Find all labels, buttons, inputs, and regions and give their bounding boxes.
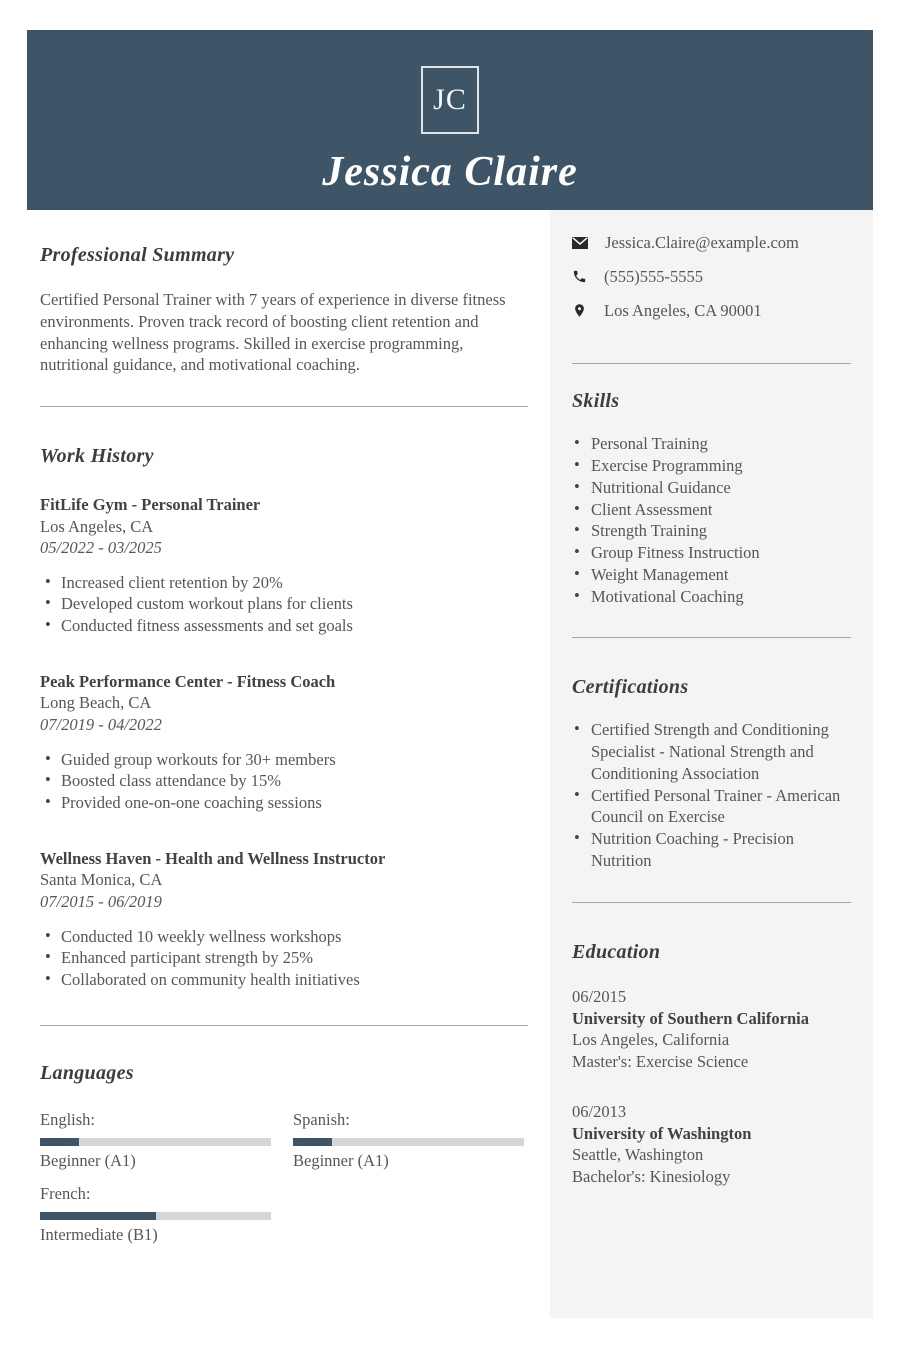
job-entry xyxy=(40,494,528,637)
job-bullet-list xyxy=(40,926,528,991)
job-entry xyxy=(40,671,528,814)
education-date: 06/2015 xyxy=(572,986,627,1006)
certification-item: • Nutrition Coaching - Precision Nutrition xyxy=(572,828,851,872)
language-item xyxy=(40,1183,271,1246)
language-name: English: xyxy=(40,1109,96,1129)
contact-location-row xyxy=(572,300,851,322)
language-name: Spanish: xyxy=(293,1109,350,1129)
job-title: FitLife Gym - Personal Trainer xyxy=(40,495,261,515)
language-progress-track xyxy=(40,1212,271,1220)
job-bullet-list xyxy=(40,572,528,637)
sidebar-divider xyxy=(572,363,851,364)
certification-item: • Certified Strength and Conditioning Specialist - National Strength and Conditioning Association xyxy=(572,719,851,784)
sidebar-divider xyxy=(572,902,851,903)
skill-item: • Exercise Programming xyxy=(572,455,851,477)
language-progress-fill xyxy=(40,1212,156,1220)
job-bullet: • Increased client retention by 20% xyxy=(40,572,528,594)
education-entry xyxy=(572,1101,851,1188)
job-dates: 05/2022 - 03/2025 xyxy=(40,538,162,558)
skill-item: • Nutritional Guidance xyxy=(572,477,851,499)
job-location: Santa Monica, CA xyxy=(40,870,163,890)
skill-item: • Weight Management xyxy=(572,564,851,586)
language-progress-track xyxy=(40,1138,271,1146)
skill-item: • Group Fitness Instruction xyxy=(572,542,851,564)
email-icon xyxy=(572,236,588,250)
contact-email-row xyxy=(572,232,851,254)
languages-heading: Languages xyxy=(40,1061,134,1084)
job-dates: 07/2015 - 06/2019 xyxy=(40,892,162,912)
language-level: Beginner (A1) xyxy=(293,1150,389,1170)
education-degree: Master's: Exercise Science xyxy=(572,1052,749,1072)
skill-item: • Personal Training xyxy=(572,433,851,455)
education-degree: Bachelor's: Kinesiology xyxy=(572,1167,731,1187)
location-pin-icon xyxy=(572,302,587,319)
job-entry xyxy=(40,848,528,991)
main-column xyxy=(40,230,528,1246)
education-location: Seattle, Washington xyxy=(572,1145,704,1165)
job-bullet: • Conducted 10 weekly wellness workshops xyxy=(40,926,528,948)
job-bullet: • Provided one-on-one coaching sessions xyxy=(40,792,528,814)
work-history-heading: Work History xyxy=(40,445,154,468)
language-level: Intermediate (B1) xyxy=(40,1225,158,1245)
job-bullet: • Guided group workouts for 30+ members xyxy=(40,749,528,771)
language-name: French: xyxy=(40,1184,91,1204)
education-date: 06/2013 xyxy=(572,1101,627,1121)
languages-grid xyxy=(40,1109,528,1246)
job-dates: 07/2019 - 04/2022 xyxy=(40,715,162,735)
skills-heading: Skills xyxy=(572,390,620,413)
language-item xyxy=(40,1109,271,1172)
job-title: Wellness Haven - Health and Wellness Instructor xyxy=(40,848,386,868)
job-bullet-list xyxy=(40,749,528,814)
education-list xyxy=(572,986,851,1188)
skill-item: • Motivational Coaching xyxy=(572,586,851,608)
summary-heading: Professional Summary xyxy=(40,244,235,266)
language-progress-fill xyxy=(40,1138,79,1146)
summary-text: Certified Personal Trainer with 7 years of experience in diverse fitness environments. Proven track record of boosting client retention and enhancing wellness programs. Skilled in exercise programming, nutritional guidance, and motivational coaching. xyxy=(40,290,506,375)
job-location: Los Angeles, CA xyxy=(40,516,154,536)
education-heading: Education xyxy=(572,940,661,963)
certifications-list xyxy=(572,719,851,871)
job-bullet: • Enhanced participant strength by 25% xyxy=(40,947,528,969)
certification-item: • Certified Personal Trainer - American Council on Exercise xyxy=(572,785,851,829)
language-level: Beginner (A1) xyxy=(40,1150,136,1170)
contact-phone: (555)555-5555 xyxy=(604,266,703,286)
phone-icon xyxy=(572,269,587,284)
skill-item: • Strength Training xyxy=(572,520,851,542)
header-banner xyxy=(27,30,873,210)
education-school: University of Washington xyxy=(572,1123,752,1143)
job-location: Long Beach, CA xyxy=(40,693,152,713)
contact-phone-row xyxy=(572,266,851,288)
job-title: Peak Performance Center - Fitness Coach xyxy=(40,672,336,691)
job-list xyxy=(40,494,528,991)
language-progress-track xyxy=(293,1138,524,1146)
job-bullet: • Collaborated on community health initiatives xyxy=(40,969,528,991)
skills-list xyxy=(572,433,851,607)
section-divider xyxy=(40,1025,528,1026)
language-item xyxy=(293,1109,524,1172)
education-school: University of Southern California xyxy=(572,1008,809,1028)
contact-email: Jessica.Claire@example.com xyxy=(605,233,799,252)
certifications-heading: Certifications xyxy=(572,676,689,699)
candidate-name: Jessica Claire xyxy=(322,149,578,195)
contact-location: Los Angeles, CA 90001 xyxy=(604,300,762,320)
job-bullet: • Conducted fitness assessments and set goals xyxy=(40,615,528,637)
job-bullet: • Developed custom workout plans for clients xyxy=(40,593,528,615)
education-entry xyxy=(572,986,851,1073)
monogram-badge: JC xyxy=(421,66,479,134)
sidebar-divider xyxy=(572,637,851,638)
job-bullet: • Boosted class attendance by 15% xyxy=(40,770,528,792)
skill-item: • Client Assessment xyxy=(572,499,851,521)
education-location: Los Angeles, California xyxy=(572,1030,730,1050)
section-divider xyxy=(40,406,528,407)
sidebar-column xyxy=(572,232,851,1188)
language-progress-fill xyxy=(293,1138,332,1146)
